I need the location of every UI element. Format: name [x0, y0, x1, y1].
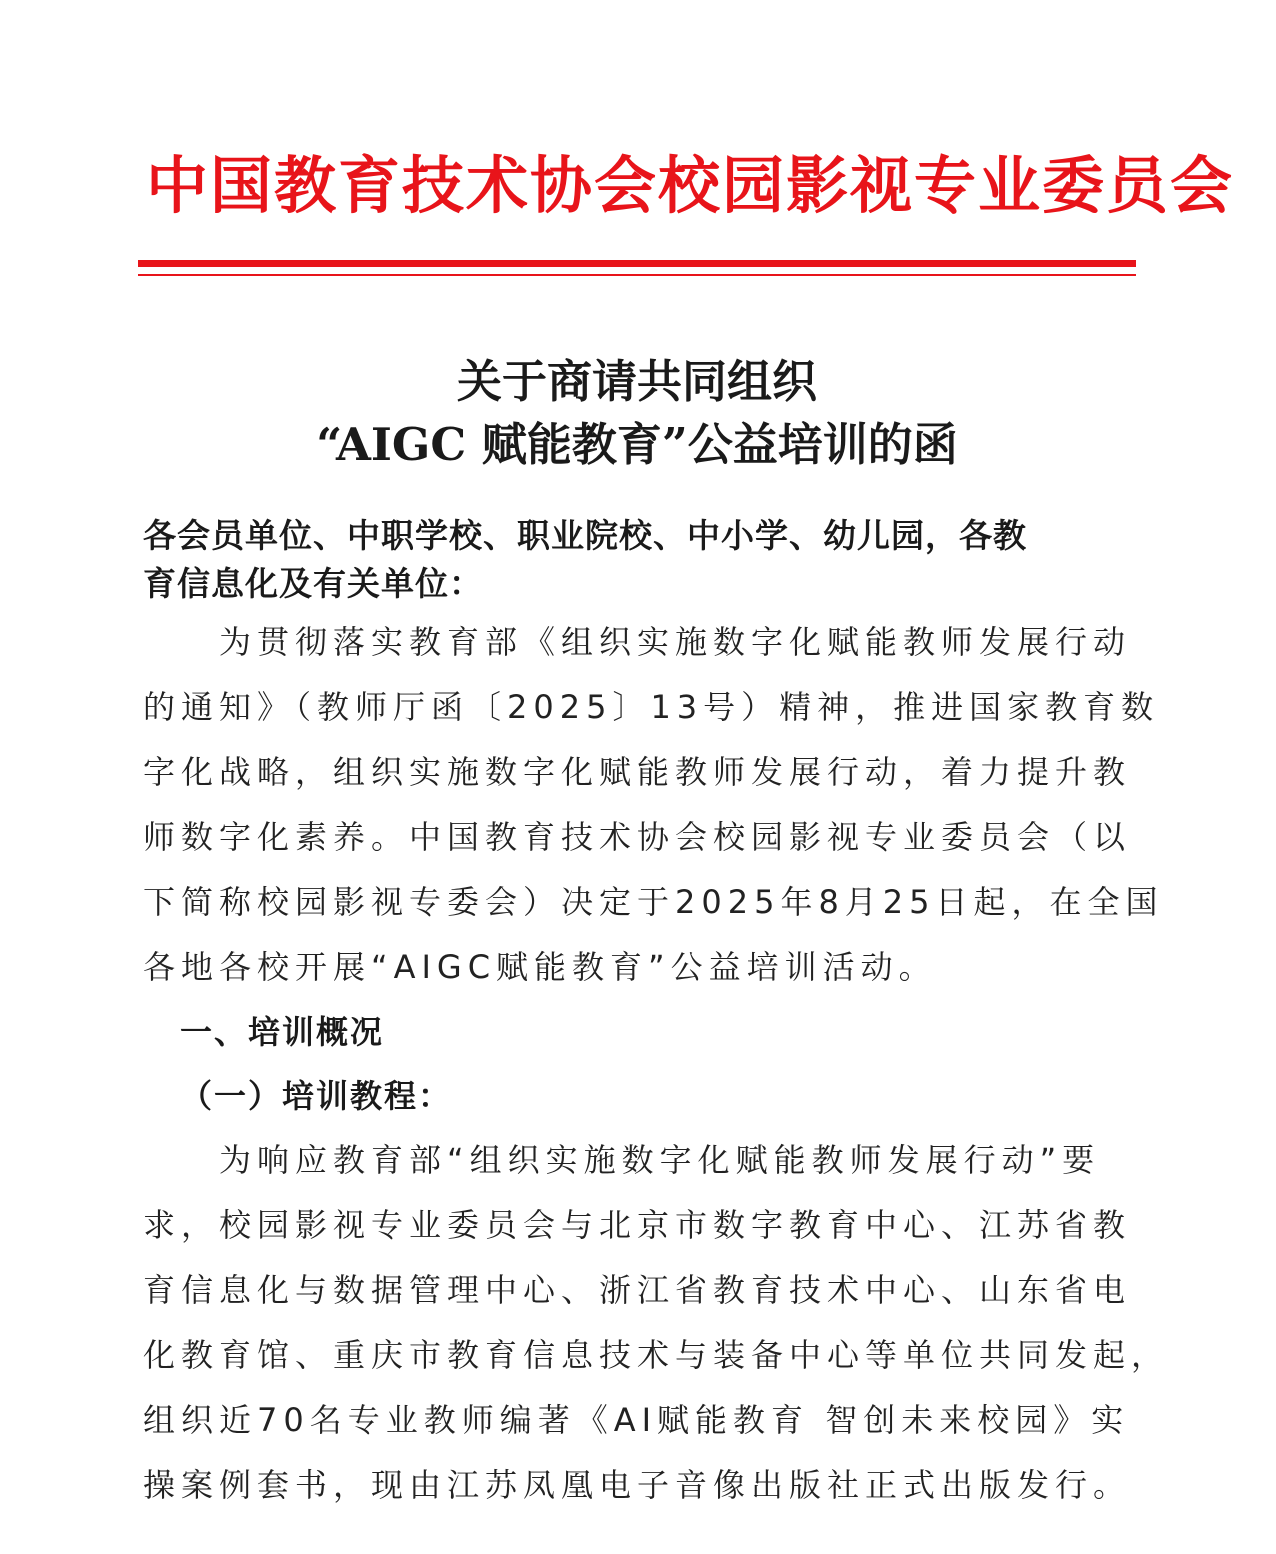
section-heading-overview: 一、培训概况	[180, 1013, 385, 1051]
paragraph-line: 求，校园影视专业委员会与北京市数字教育中心、江苏省教	[143, 1206, 1132, 1244]
paragraph-line: 育信息化与数据管理中心、浙江省教育技术中心、山东省电	[143, 1271, 1132, 1309]
paragraph-line: 操案例套书，现由江苏凤凰电子音像出版社正式出版发行。	[143, 1466, 1132, 1504]
paragraph-line: 字化战略，组织实施数字化赋能教师发展行动，着力提升教	[143, 753, 1132, 791]
paragraph-line: 各地各校开展“AIGC赋能教育”公益培训活动。	[143, 948, 937, 986]
paragraph-line: 的通知》（教师厅函〔2025〕13号）精神，推进国家教育数	[143, 688, 1160, 726]
paragraph-line: 化教育馆、重庆市教育信息技术与装备中心等单位共同发起，	[143, 1336, 1170, 1374]
intro-paragraph	[143, 610, 1164, 1000]
org-header-title: 中国教育技术协会校园影视专业委员会	[146, 149, 1235, 222]
tutorial-paragraph	[143, 1128, 1170, 1518]
paragraph-line: 为响应教育部“组织实施数字化赋能教师发展行动”要	[143, 1141, 1101, 1179]
salutation	[143, 512, 1143, 608]
header-rule-thin	[138, 274, 1136, 276]
header-rule-thick	[138, 260, 1136, 267]
subsection-heading-tutorial: （一）培训教程：	[180, 1077, 453, 1115]
document-title	[138, 350, 1136, 476]
paragraph-line: 师数字化素养。中国教育技术协会校园影视专业委员会（以	[143, 818, 1132, 856]
salutation-line-1: 各会员单位、中职学校、职业院校、中小学、幼儿园，各教	[143, 516, 1027, 555]
document-title-line-2: “AIGC 赋能教育”公益培训的函	[316, 418, 958, 471]
document-title-line-1: 关于商请共同组织	[456, 355, 817, 408]
salutation-line-2: 育信息化及有关单位：	[143, 564, 483, 603]
paragraph-line: 为贯彻落实教育部《组织实施数字化赋能教师发展行动	[143, 623, 1132, 661]
paragraph-line: 下简称校园影视专委会）决定于2025年8月25日起，在全国	[143, 883, 1164, 921]
paragraph-line: 组织近70名专业教师编著《AI赋能教育 智创未来校园》实	[143, 1401, 1130, 1439]
